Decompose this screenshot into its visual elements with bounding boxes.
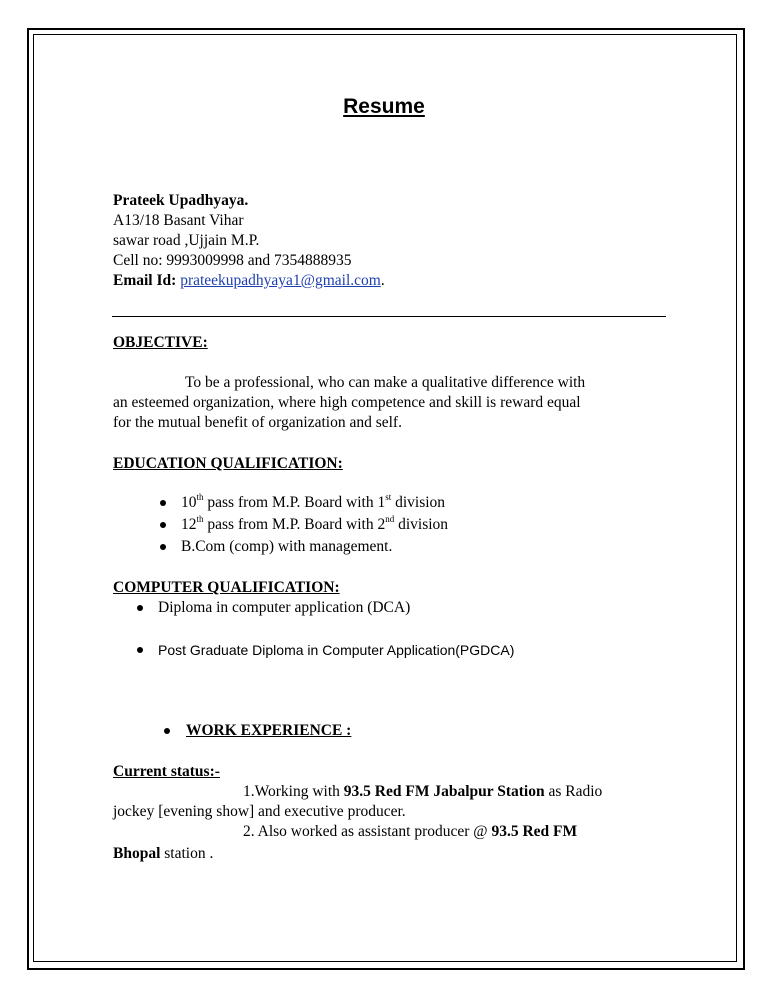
objective-heading: OBJECTIVE: xyxy=(113,334,208,351)
work-line-3: 2. Also worked as assistant producer @ 93.5 Red FM xyxy=(243,823,578,840)
section-divider xyxy=(112,316,666,317)
contact-email-row xyxy=(113,271,385,291)
work-line-4: Bhopal station . xyxy=(113,845,214,862)
computer-item-1: Diploma in computer application (DCA) xyxy=(158,599,411,616)
education-heading: EDUCATION QUALIFICATION: xyxy=(113,455,343,472)
bullet-icon xyxy=(160,544,166,550)
education-item-3: B.Com (comp) with management. xyxy=(181,538,393,555)
bullet-icon xyxy=(164,728,170,734)
current-status-label: Current status:- xyxy=(113,763,220,780)
page-title: Resume xyxy=(343,95,425,118)
computer-heading: COMPUTER QUALIFICATION: xyxy=(113,579,340,596)
objective-line3: for the mutual benefit of organization and self. xyxy=(113,414,402,431)
work-line-1: 1.Working with 93.5 Red FM Jabalpur Station as Radio xyxy=(243,783,603,800)
contact-cell: Cell no: 9993009998 and 7354888935 xyxy=(113,252,352,269)
education-item-2: 12th pass from M.P. Board with 2nd division xyxy=(181,513,449,533)
email-link[interactable]: prateekupadhyaya1@gmail.com xyxy=(180,272,381,289)
work-heading: WORK EXPERIENCE : xyxy=(186,722,352,739)
bullet-icon xyxy=(137,647,143,653)
bullet-icon xyxy=(160,522,166,528)
email-suffix: . xyxy=(380,272,385,289)
objective-line1: To be a professional, who can make a qualitative difference with xyxy=(185,374,586,391)
bullet-icon xyxy=(160,500,166,506)
bullet-icon xyxy=(137,605,143,611)
contact-name: Prateek Upadhyaya. xyxy=(113,192,249,209)
work-line-2: jockey [evening show] and executive producer. xyxy=(113,803,406,820)
computer-item-2: Post Graduate Diploma in Computer Application(PGDCA) xyxy=(158,642,515,658)
email-label: Email Id: xyxy=(113,272,177,289)
objective-line2: an esteemed organization, where high competence and skill is reward equal xyxy=(113,394,581,411)
education-item-1: 10th pass from M.P. Board with 1st division xyxy=(181,491,446,511)
contact-address-line2: sawar road ,Ujjain M.P. xyxy=(113,232,260,249)
contact-address-line1: A13/18 Basant Vihar xyxy=(113,212,244,229)
